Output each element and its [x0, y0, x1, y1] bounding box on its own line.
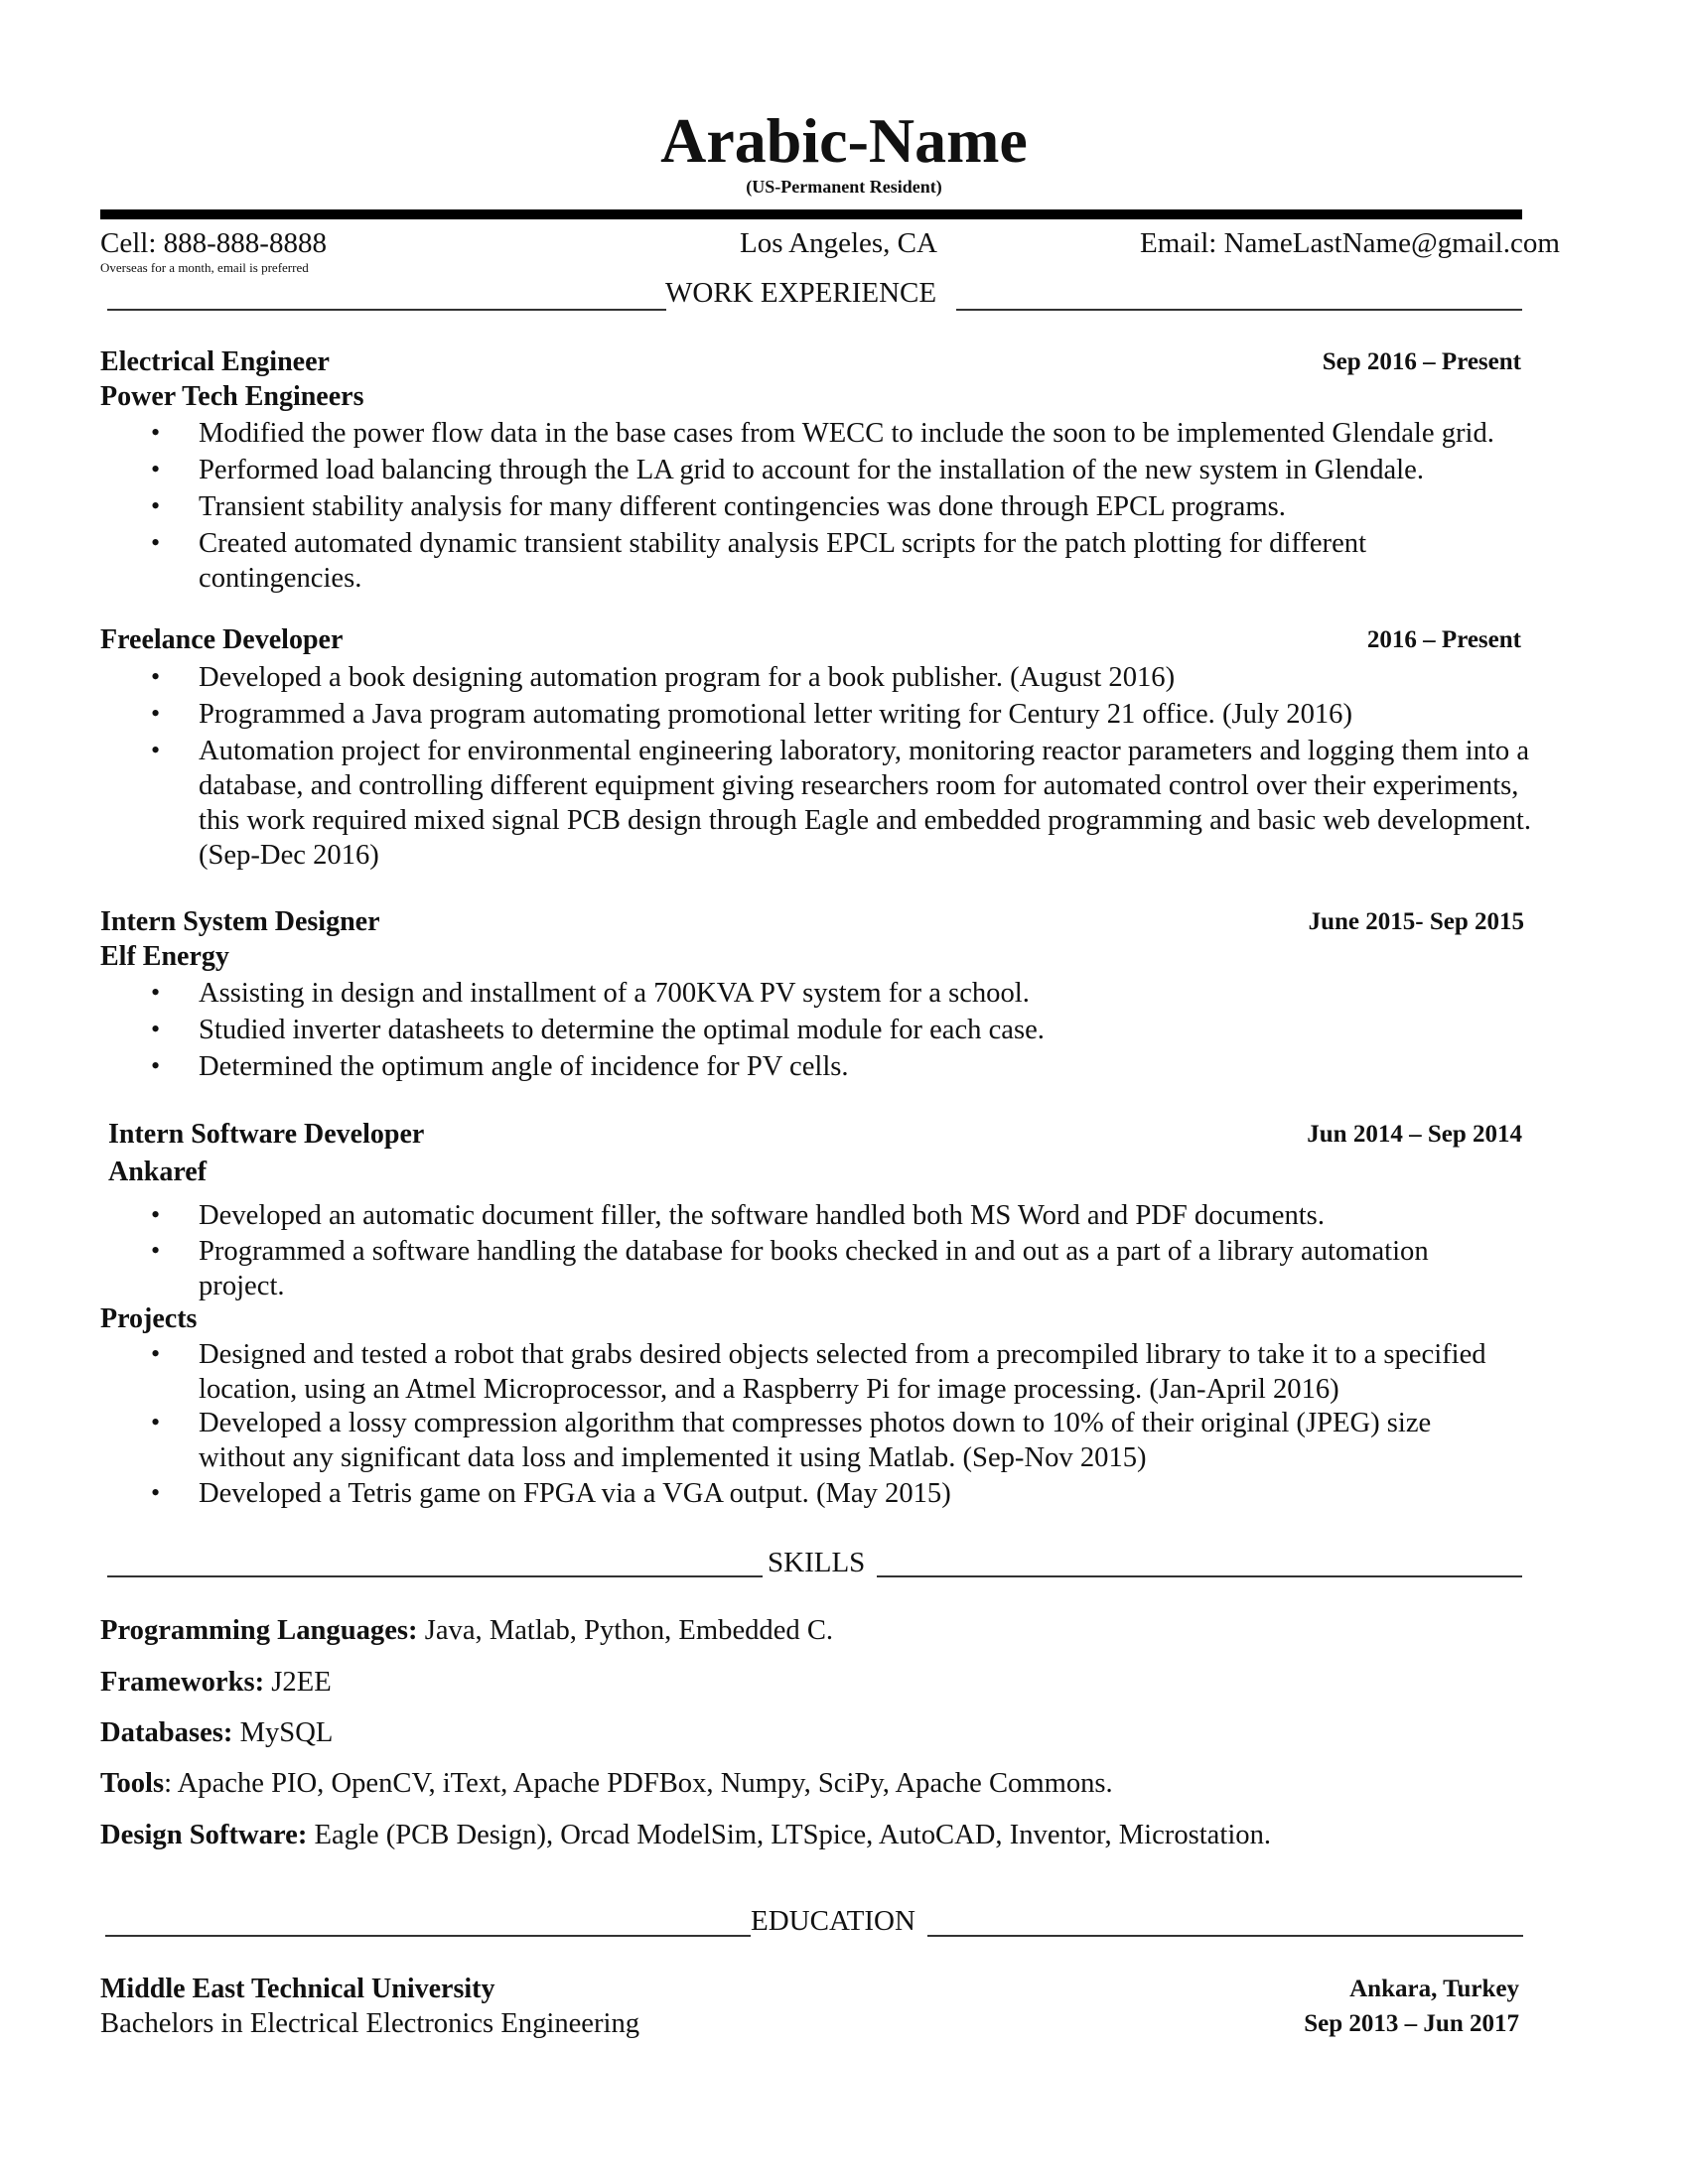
job-title: Freelance Developer [100, 624, 344, 655]
education-dates: Sep 2013 – Jun 2017 [1304, 2010, 1519, 2037]
bullet-icon: • [151, 455, 161, 483]
bullet-icon: • [151, 1015, 161, 1043]
degree: Bachelors in Electrical Electronics Engineering [100, 2008, 640, 2039]
bullet-icon: • [151, 662, 161, 691]
candidate-name: Arabic-Name [660, 105, 1028, 176]
section-rule-right [927, 1935, 1523, 1937]
section-heading-work: WORK EXPERIENCE [665, 277, 937, 309]
section-rule-left [105, 1935, 751, 1937]
job-dates: Sep 2016 – Present [1322, 348, 1521, 375]
projects-heading: Projects [100, 1303, 198, 1334]
skill-label: Frameworks: [100, 1667, 265, 1698]
skill-value: Java, Matlab, Python, Embedded C. [417, 1615, 834, 1646]
job-dates: 2016 – Present [1366, 626, 1521, 653]
skill-value: Eagle (PCB Design), Orcad ModelSim, LTSpice, AutoCAD, Inventor, Microstation. [307, 1820, 1272, 1850]
bullet-icon: • [151, 1051, 161, 1080]
job-title: Intern System Designer [100, 906, 380, 937]
job-company: Ankaref [108, 1157, 208, 1187]
job-company: Power Tech Engineers [100, 381, 364, 412]
bullet-icon: • [151, 1478, 161, 1507]
job-bullet: Programmed a Java program automating promotional letter writing for Century 21 office. (July 2016) [199, 699, 1352, 730]
skill-label: Programming Languages: [100, 1615, 418, 1646]
job-bullet: Developed a book designing automation program for a book publisher. (August 2016) [199, 662, 1176, 693]
skill-row-tools [100, 1767, 1113, 1801]
project-bullet: Developed a lossy compression algorithm that compresses photos down to 10% of their original (JPEG) size without any significant data loss and implemented it using Matlab. (Sep-Nov 2015) [199, 1408, 1432, 1473]
job-bullet: Studied inverter datasheets to determine the optimal module for each case. [199, 1015, 1045, 1045]
skill-value: : Apache PIO, OpenCV, iText, Apache PDFBox, Numpy, SciPy, Apache Commons. [164, 1768, 1113, 1799]
job-bullet: Developed an automatic document filler, the software handled both MS Word and PDF documents. [199, 1200, 1325, 1231]
section-heading-education: EDUCATION [751, 1905, 915, 1937]
cell-phone: Cell: 888-888-8888 [100, 227, 327, 259]
section-heading-skills: SKILLS [768, 1547, 866, 1578]
bullet-icon: • [151, 491, 161, 520]
job-bullet: Automation project for environmental engineering laboratory, monitoring reactor parameters and logging them into a database, and controlling different equipment giving researchers room for automated control over their experiments, this work required mixed signal PCB design through Eagle and embedded programming and basic web development. (Sep-Dec 2016) [199, 736, 1532, 871]
location: Los Angeles, CA [740, 227, 937, 259]
skill-value: J2EE [264, 1667, 332, 1698]
job-bullet: Created automated dynamic transient stability analysis EPCL scripts for the patch plotting for different contingencies. [199, 528, 1367, 594]
bullet-icon: • [151, 1200, 161, 1229]
section-rule-left [107, 309, 666, 311]
residency-status: (US-Permanent Resident) [746, 177, 942, 197]
section-rule-right [877, 1575, 1522, 1577]
job-bullet: Transient stability analysis for many different contingencies was done through EPCL programs. [199, 491, 1286, 522]
job-bullet: Modified the power flow data in the base cases from WECC to include the soon to be implemented Glendale grid. [199, 418, 1494, 449]
skill-row-design-software [100, 1819, 1271, 1852]
header-divider [100, 209, 1522, 219]
job-dates: Jun 2014 – Sep 2014 [1307, 1121, 1522, 1148]
school-location: Ankara, Turkey [1349, 1976, 1519, 2002]
skill-label: Tools [100, 1768, 165, 1799]
project-bullet: Designed and tested a robot that grabs desired objects selected from a precompiled library to take it to a specified location, using an Atmel Microprocessor, and a Raspberry Pi for image processing. (Jan-April 2016) [199, 1339, 1486, 1405]
job-bullet: Programmed a software handling the database for books checked in and out as a part of a library automation project. [199, 1236, 1429, 1301]
project-bullet: Developed a Tetris game on FPGA via a VGA output. (May 2015) [199, 1478, 951, 1509]
skill-label: Design Software: [100, 1820, 308, 1850]
cell-note: Overseas for a month, email is preferred [100, 260, 309, 275]
job-bullet: Performed load balancing through the LA grid to account for the installation of the new system in Glendale. [199, 455, 1424, 485]
skill-label: Databases: [100, 1717, 233, 1748]
email[interactable]: Email: NameLastName@gmail.com [1140, 227, 1560, 259]
job-dates: June 2015- Sep 2015 [1308, 908, 1524, 935]
bullet-icon: • [151, 699, 161, 728]
skill-row-programming-languages [100, 1614, 833, 1648]
bullet-icon: • [151, 736, 161, 764]
section-rule-right [956, 309, 1522, 311]
bullet-icon: • [151, 1408, 161, 1436]
job-bullet: Determined the optimum angle of incidence for PV cells. [199, 1051, 849, 1082]
section-rule-left [107, 1575, 763, 1577]
job-bullet: Assisting in design and installment of a 700KVA PV system for a school. [199, 978, 1030, 1009]
job-company: Elf Energy [100, 941, 229, 972]
bullet-icon: • [151, 1236, 161, 1265]
skill-value: MySQL [232, 1717, 334, 1748]
skill-row-databases [100, 1716, 333, 1750]
bullet-icon: • [151, 978, 161, 1007]
school-name: Middle East Technical University [100, 1974, 495, 2004]
bullet-icon: • [151, 418, 161, 447]
skill-row-frameworks [100, 1666, 332, 1700]
bullet-icon: • [151, 528, 161, 557]
job-title: Electrical Engineer [100, 346, 330, 377]
job-title: Intern Software Developer [108, 1119, 425, 1150]
bullet-icon: • [151, 1339, 161, 1368]
